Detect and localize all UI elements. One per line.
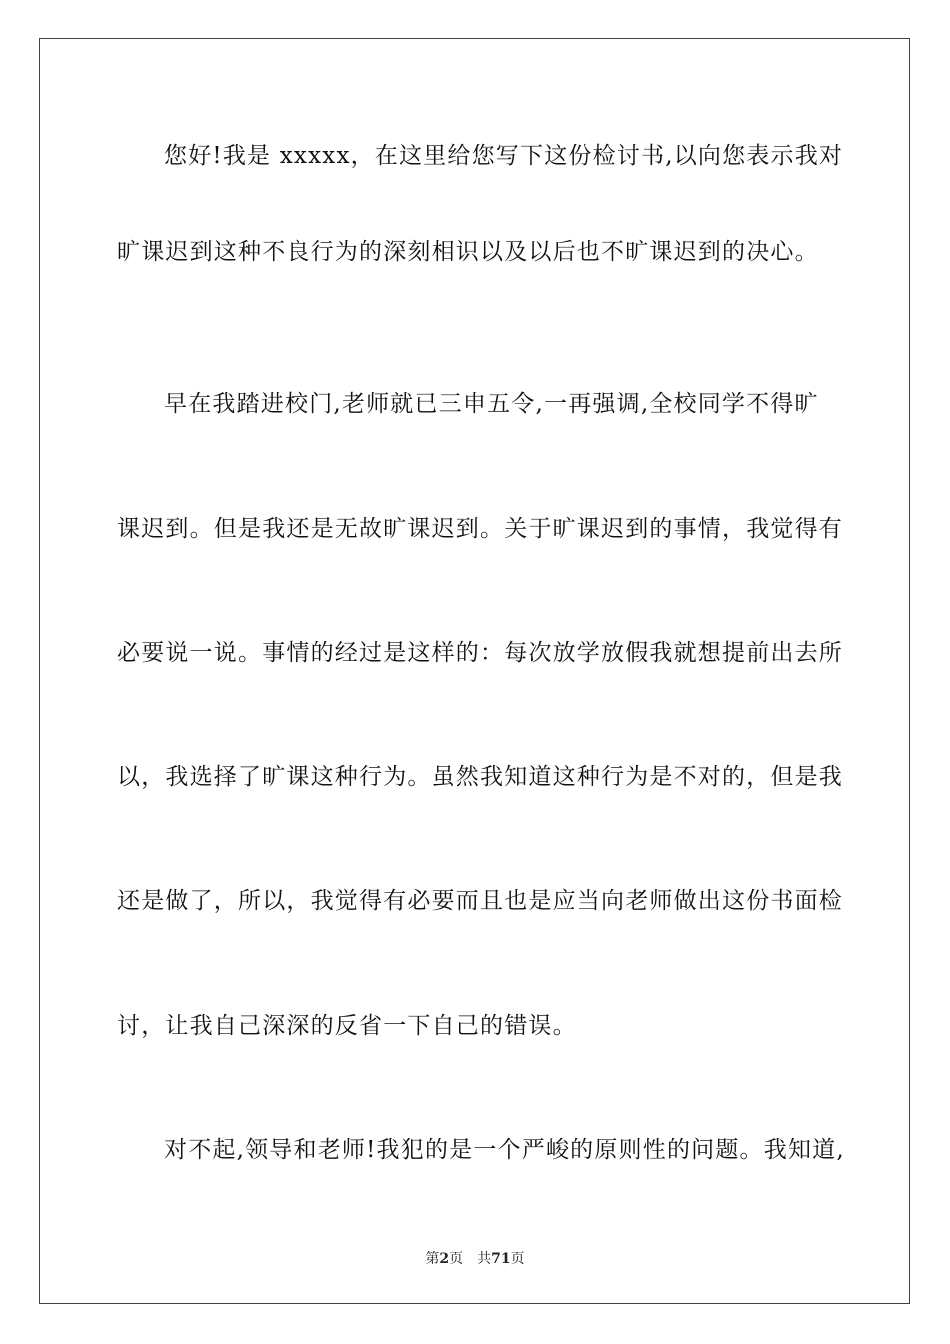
total-suffix: 页 — [510, 1251, 525, 1267]
page-border — [39, 38, 910, 1304]
text-line: 对不起,领导和老师!我犯的是一个严峻的原则性的问题。我知道, — [164, 1137, 845, 1163]
text-line: 早在我踏进校门,老师就已三申五令,一再强调,全校同学不得旷 — [164, 391, 819, 417]
text-line: 以，我选择了旷课这种行为。虽然我知道这种行为是不对的，但是我 — [117, 764, 843, 790]
page-prefix: 第 — [425, 1251, 440, 1267]
text-line: 讨，让我自己深深的反省一下自己的错误。 — [117, 1013, 577, 1039]
total-pages: 71 — [491, 1251, 511, 1267]
page-suffix: 页 — [449, 1251, 464, 1267]
text-line: 您好!我是 xxxxx，在这里给您写下这份检讨书,以向您表示我对 — [164, 143, 844, 169]
text-line: 必要说一说。事情的经过是这样的：每次放学放假我就想提前出去所 — [117, 640, 843, 666]
total-prefix: 共 — [477, 1251, 492, 1267]
page-number: 2 — [439, 1251, 450, 1267]
text-line: 还是做了，所以，我觉得有必要而且也是应当向老师做出这份书面检 — [117, 888, 843, 914]
text-line: 课迟到。但是我还是无故旷课迟到。关于旷课迟到的事情，我觉得有 — [117, 516, 843, 542]
page-footer — [0, 1248, 950, 1268]
text-line: 旷课迟到这种不良行为的深刻相识以及以后也不旷课迟到的决心。 — [117, 239, 819, 265]
